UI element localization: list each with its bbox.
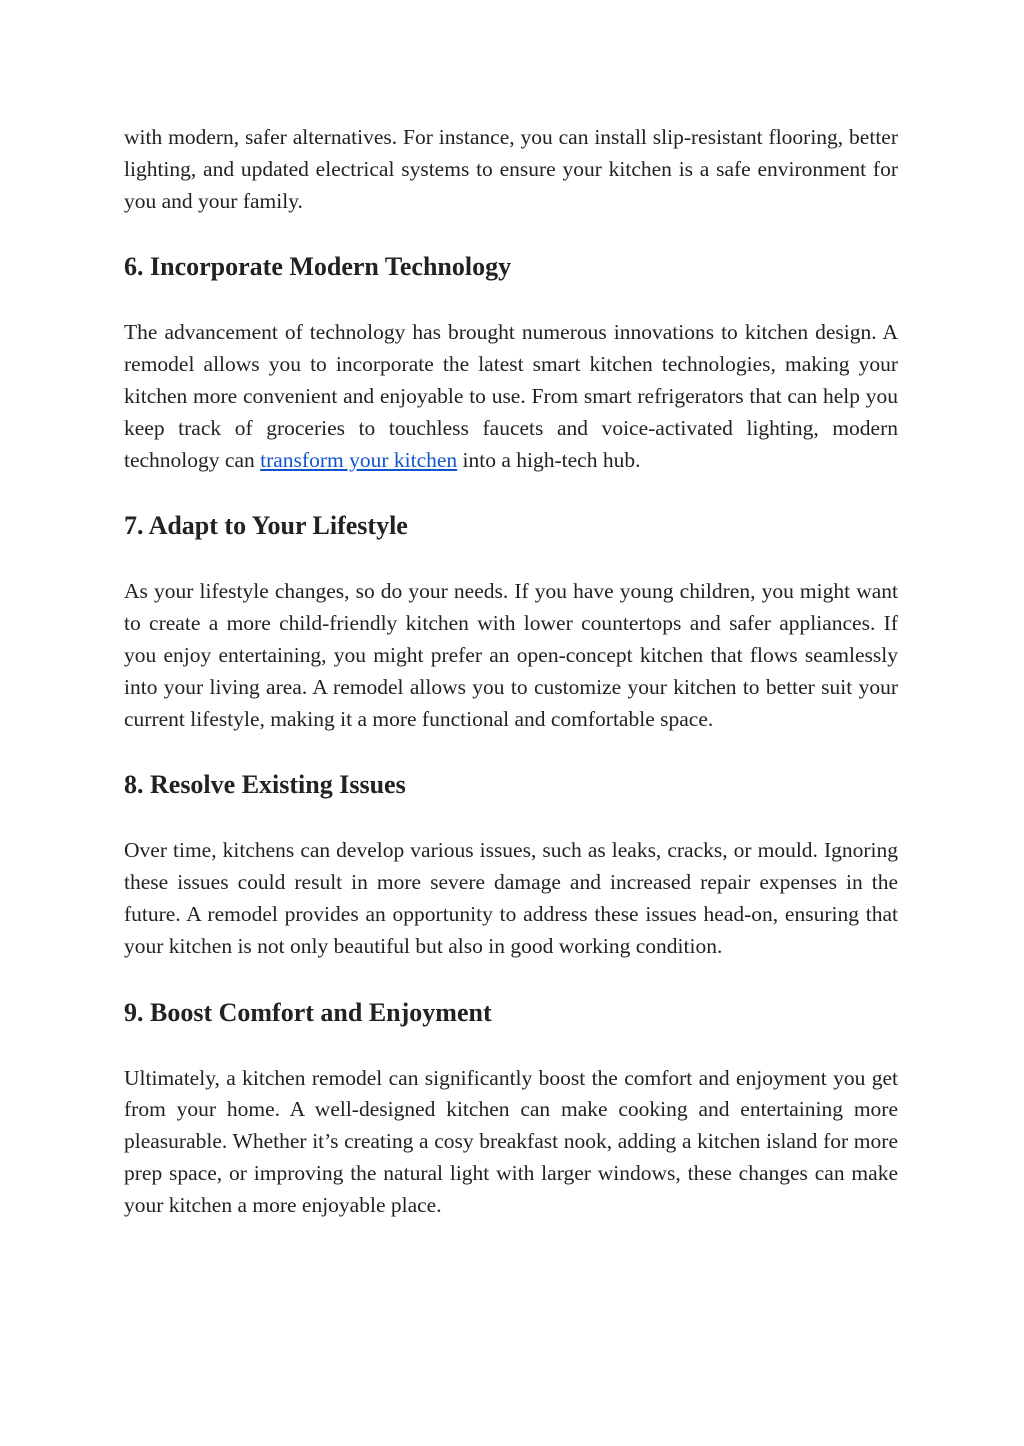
section-paragraph-modern-technology [124, 317, 898, 476]
intro-paragraph: with modern, safer alternatives. For instance, you can install slip-resistant flooring, better lighting, and updated electrical systems to ensure your kitchen is a safe environment for you and your family. [124, 125, 898, 213]
document-page [124, 122, 898, 1222]
transform-your-kitchen-link[interactable]: transform your kitchen [260, 447, 458, 472]
section-heading-adapt-lifestyle: 7. Adapt to Your Lifestyle [124, 511, 408, 541]
section-paragraph-resolve-issues: Over time, kitchens can develop various issues, such as leaks, cracks, or mould. Ignoring these issues could result in more severe damage and increased repair expenses in the future. A remodel provides an opportunity to address these issues head-on, ensuring that your kitchen is not only beautiful but also in good working condition. [124, 838, 898, 958]
paragraph-text: into a high-tech hub. [457, 447, 641, 472]
section-heading-modern-technology: 6. Incorporate Modern Technology [124, 252, 512, 282]
section-paragraph-adapt-lifestyle: As your lifestyle changes, so do your needs. If you have young children, you might want to create a more child-friendly kitchen with lower countertops and safer appliances. If you enjoy entertaining, you might prefer an open-concept kitchen that flows seamlessly into your living area. A remodel allows you to customize your kitchen to better suit your current lifestyle, making it a more functional and comfortable space. [124, 579, 898, 731]
section-heading-boost-comfort: 9. Boost Comfort and Enjoyment [124, 997, 492, 1027]
section-heading-resolve-issues: 8. Resolve Existing Issues [124, 770, 406, 800]
section-paragraph-boost-comfort: Ultimately, a kitchen remodel can significantly boost the comfort and enjoyment you get from your home. A well-designed kitchen can make cooking and entertaining more pleasurable. Whether it’s creating a cosy breakfast nook, adding a kitchen island for more prep space, or improving the natural light with larger windows, these changes can make your kitchen a more enjoyable place. [124, 1065, 898, 1217]
paragraph-text: The advancement of technology has brought numerous innovations to kitchen design. A remodel allows you to incorporate the latest smart kitchen technologies, making your kitchen more convenient and enjoyable to use. From smart refrigerators that can help you keep track of groceries to touchless faucets and voice-activated lighting, modern technology can [124, 320, 898, 472]
